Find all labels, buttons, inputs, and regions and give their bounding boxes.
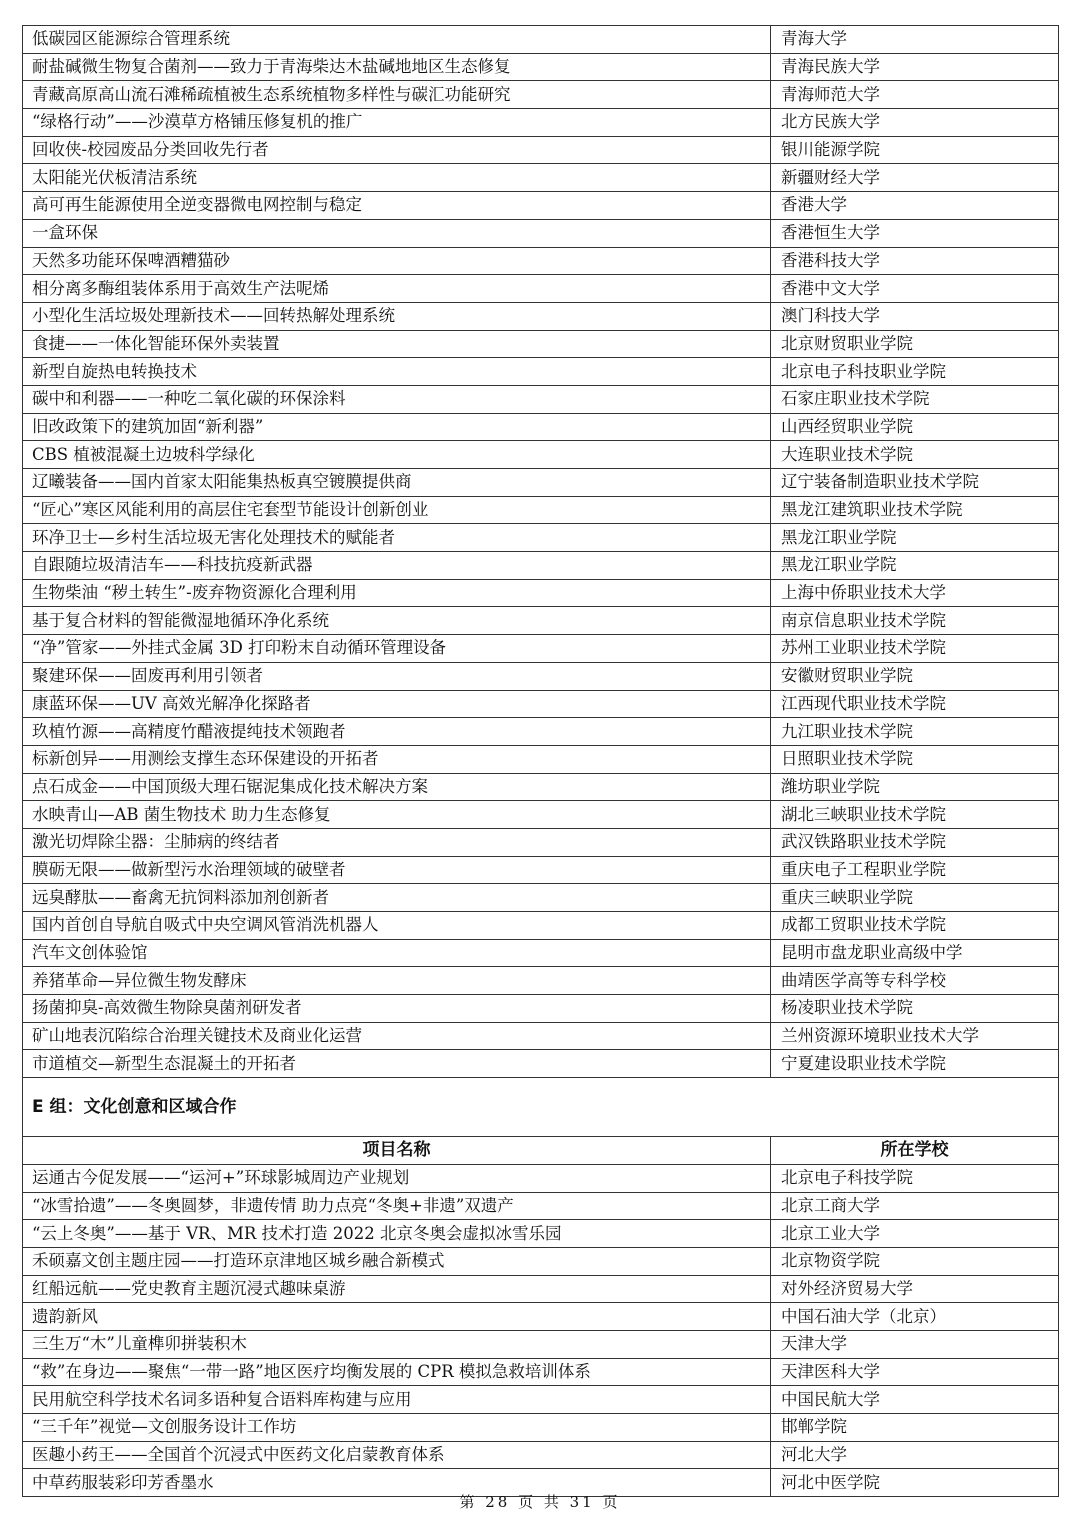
table-row — [23, 469, 1059, 497]
project-name-cell: 矿山地表沉陷综合治理关键技术及商业化运营 — [23, 1022, 771, 1050]
school-cell: 山西经贸职业学院 — [771, 413, 1059, 441]
school-cell: 香港中文大学 — [771, 275, 1059, 303]
school-cell: 香港科技大学 — [771, 247, 1059, 275]
project-name-cell: 基于复合材料的智能微湿地循环净化系统 — [23, 607, 771, 635]
school-cell: 潍坊职业学院 — [771, 773, 1059, 801]
table-row — [23, 995, 1059, 1023]
project-name-cell: 市道植交—新型生态混凝土的开拓者 — [23, 1050, 771, 1078]
table-row — [23, 247, 1059, 275]
school-cell: 曲靖医学高等专科学校 — [771, 967, 1059, 995]
school-cell: 黑龙江建筑职业技术学院 — [771, 496, 1059, 524]
school-cell: 天津医科大学 — [771, 1358, 1059, 1386]
school-cell: 邯郸学院 — [771, 1414, 1059, 1442]
school-cell: 上海中侨职业技术大学 — [771, 579, 1059, 607]
project-table-body-e — [23, 1164, 1059, 1496]
table-row — [23, 385, 1059, 413]
group-e-title: E 组：文化创意和区域合作 — [23, 1078, 1059, 1137]
table-row — [23, 1022, 1059, 1050]
project-name-cell: “冰雪拾遗”——冬奥圆梦，非遗传情 助力点亮“冬奥+非遗”双遗产 — [23, 1192, 771, 1220]
project-name-cell: 辽曦装备——国内首家太阳能集热板真空镀膜提供商 — [23, 469, 771, 497]
project-name-cell: 医趣小药王——全国首个沉浸式中医药文化启蒙教育体系 — [23, 1441, 771, 1469]
table-row — [23, 1192, 1059, 1220]
school-cell: 澳门科技大学 — [771, 302, 1059, 330]
table-row — [23, 358, 1059, 386]
table-row — [23, 219, 1059, 247]
school-cell: 江西现代职业技术学院 — [771, 690, 1059, 718]
project-name-cell: 激光切焊除尘器：尘肺病的终结者 — [23, 828, 771, 856]
project-name-cell: 三生万“木”儿童榫卯拼装积木 — [23, 1330, 771, 1358]
school-cell: 日照职业技术学院 — [771, 745, 1059, 773]
project-name-cell: 小型化生活垃圾处理新技术——回转热解处理系统 — [23, 302, 771, 330]
table-row — [23, 1220, 1059, 1248]
school-cell: 武汉铁路职业技术学院 — [771, 828, 1059, 856]
table-row — [23, 828, 1059, 856]
project-name-cell: 远臭酵肽——畜禽无抗饲料添加剂创新者 — [23, 884, 771, 912]
table-row — [23, 690, 1059, 718]
project-name-cell: 环净卫士—乡村生活垃圾无害化处理技术的赋能者 — [23, 524, 771, 552]
page-footer: 第 28 页 共 31 页 — [459, 1493, 621, 1511]
project-name-cell: 天然多功能环保啤酒糟猫砂 — [23, 247, 771, 275]
school-cell: 青海师范大学 — [771, 81, 1059, 109]
table-row — [23, 635, 1059, 663]
school-cell: 青海民族大学 — [771, 53, 1059, 81]
school-cell: 北京电子科技学院 — [771, 1164, 1059, 1192]
group-title-row — [23, 1078, 1059, 1137]
table-header-row — [23, 1137, 1059, 1165]
table-row — [23, 192, 1059, 220]
project-name-cell: 自跟随垃圾清洁车——科技抗疫新武器 — [23, 552, 771, 580]
table-row — [23, 856, 1059, 884]
project-name-cell: “净”管家——外挂式金属 3D 打印粉末自动循环管理设备 — [23, 635, 771, 663]
project-name-cell: 生物柴油 “秽土转生”-废弃物资源化合理利用 — [23, 579, 771, 607]
school-cell: 香港恒生大学 — [771, 219, 1059, 247]
school-cell: 重庆电子工程职业学院 — [771, 856, 1059, 884]
table-row — [23, 884, 1059, 912]
table-row — [23, 1050, 1059, 1078]
table-row — [23, 1386, 1059, 1414]
school-cell: 香港大学 — [771, 192, 1059, 220]
project-name-cell: 低碳园区能源综合管理系统 — [23, 26, 771, 54]
table-row — [23, 1414, 1059, 1442]
project-name-cell: 旧改政策下的建筑加固“新利器” — [23, 413, 771, 441]
project-name-cell: “云上冬奥”——基于 VR、MR 技术打造 2022 北京冬奥会虚拟冰雪乐园 — [23, 1220, 771, 1248]
table-row — [23, 745, 1059, 773]
school-cell: 昆明市盘龙职业高级中学 — [771, 939, 1059, 967]
school-cell: 北京工业大学 — [771, 1220, 1059, 1248]
school-cell: 黑龙江职业学院 — [771, 552, 1059, 580]
project-name-cell: 禾硕嘉文创主题庄园——打造环京津地区城乡融合新模式 — [23, 1247, 771, 1275]
table-row — [23, 136, 1059, 164]
project-name-cell: 太阳能光伏板清洁系统 — [23, 164, 771, 192]
table-row — [23, 496, 1059, 524]
school-cell: 兰州资源环境职业技术大学 — [771, 1022, 1059, 1050]
school-cell: 北京电子科技职业学院 — [771, 358, 1059, 386]
table-row — [23, 524, 1059, 552]
school-cell: 宁夏建设职业技术学院 — [771, 1050, 1059, 1078]
table-row — [23, 773, 1059, 801]
project-name-cell: 水映青山—AB 菌生物技术 助力生态修复 — [23, 801, 771, 829]
school-cell: 对外经济贸易大学 — [771, 1275, 1059, 1303]
school-cell: 北方民族大学 — [771, 109, 1059, 137]
project-name-cell: 红船远航——党史教育主题沉浸式趣味桌游 — [23, 1275, 771, 1303]
table-row — [23, 1358, 1059, 1386]
table-row — [23, 26, 1059, 54]
table-row — [23, 81, 1059, 109]
school-cell: 青海大学 — [771, 26, 1059, 54]
project-name-cell: “匠心”寒区风能利用的高层住宅套型节能设计创新创业 — [23, 496, 771, 524]
project-table-body-d — [23, 26, 1059, 1078]
school-cell: 中国民航大学 — [771, 1386, 1059, 1414]
table-row — [23, 302, 1059, 330]
table-row — [23, 718, 1059, 746]
table-row — [23, 109, 1059, 137]
project-name-cell: 青藏高原高山流石滩稀疏植被生态系统植物多样性与碳汇功能研究 — [23, 81, 771, 109]
project-name-cell: 点石成金——中国顶级大理石锯泥集成化技术解决方案 — [23, 773, 771, 801]
project-name-cell: 一盒环保 — [23, 219, 771, 247]
table-row — [23, 552, 1059, 580]
project-name-cell: 养猪革命—异位微生物发酵床 — [23, 967, 771, 995]
school-cell: 安徽财贸职业学院 — [771, 662, 1059, 690]
school-cell: 杨凌职业技术学院 — [771, 995, 1059, 1023]
school-cell: 中国石油大学（北京） — [771, 1303, 1059, 1331]
project-name-cell: 回收侠-校园废品分类回收先行者 — [23, 136, 771, 164]
project-name-cell: 聚建环保——固废再利用引领者 — [23, 662, 771, 690]
project-name-cell: “救”在身边——聚焦“一带一路”地区医疗均衡发展的 CPR 模拟急救培训体系 — [23, 1358, 771, 1386]
school-cell: 黑龙江职业学院 — [771, 524, 1059, 552]
project-name-cell: 中草药服装彩印芳香墨水 — [23, 1469, 771, 1497]
school-cell: 大连职业技术学院 — [771, 441, 1059, 469]
school-cell: 北京物资学院 — [771, 1247, 1059, 1275]
school-cell: 银川能源学院 — [771, 136, 1059, 164]
table-row — [23, 967, 1059, 995]
project-name-cell: 新型自旋热电转换技术 — [23, 358, 771, 386]
project-name-cell: 食捷——一体化智能环保外卖装置 — [23, 330, 771, 358]
school-cell: 辽宁装备制造职业技术学院 — [771, 469, 1059, 497]
project-table — [22, 25, 1059, 1497]
table-row — [23, 53, 1059, 81]
project-name-cell: CBS 植被混凝土边坡科学绿化 — [23, 441, 771, 469]
project-name-cell: 膜砺无限——做新型污水治理领域的破壁者 — [23, 856, 771, 884]
table-row — [23, 441, 1059, 469]
project-name-cell: 相分离多酶组装体系用于高效生产法呢烯 — [23, 275, 771, 303]
project-name-cell: 扬菌抑臭-高效微生物除臭菌剂研发者 — [23, 995, 771, 1023]
table-row — [23, 1247, 1059, 1275]
table-row — [23, 939, 1059, 967]
school-cell: 河北中医学院 — [771, 1469, 1059, 1497]
school-cell: 天津大学 — [771, 1330, 1059, 1358]
school-cell: 石家庄职业技术学院 — [771, 385, 1059, 413]
table-row — [23, 413, 1059, 441]
table-row — [23, 330, 1059, 358]
project-name-cell: “绿格行动”——沙漠草方格铺压修复机的推广 — [23, 109, 771, 137]
project-name-cell: 遗韵新风 — [23, 1303, 771, 1331]
table-row — [23, 662, 1059, 690]
table-row — [23, 579, 1059, 607]
school-cell: 苏州工业职业技术学院 — [771, 635, 1059, 663]
table-row — [23, 1303, 1059, 1331]
table-row — [23, 801, 1059, 829]
project-name-cell: 高可再生能源使用全逆变器微电网控制与稳定 — [23, 192, 771, 220]
project-name-cell: 运通古今促发展——“运河+”环球影城周边产业规划 — [23, 1164, 771, 1192]
table-row — [23, 607, 1059, 635]
project-name-cell: 标新创异——用测绘支撑生态环保建设的开拓者 — [23, 745, 771, 773]
table-row — [23, 1164, 1059, 1192]
school-cell: 成都工贸职业技术学院 — [771, 912, 1059, 940]
table-row — [23, 1330, 1059, 1358]
project-name-cell: 国内首创自导航自吸式中央空调风管消洗机器人 — [23, 912, 771, 940]
document-page — [22, 25, 1058, 1497]
project-name-cell: 玖植竹源——高精度竹醋液提纯技术领跑者 — [23, 718, 771, 746]
school-cell: 河北大学 — [771, 1441, 1059, 1469]
school-cell: 北京工商大学 — [771, 1192, 1059, 1220]
project-name-cell: 碳中和利器——一种吃二氧化碳的环保涂料 — [23, 385, 771, 413]
table-row — [23, 164, 1059, 192]
project-name-cell: 康蓝环保——UV 高效光解净化探路者 — [23, 690, 771, 718]
header-school: 所在学校 — [771, 1137, 1059, 1165]
table-row — [23, 275, 1059, 303]
table-row — [23, 912, 1059, 940]
school-cell: 北京财贸职业学院 — [771, 330, 1059, 358]
table-row — [23, 1275, 1059, 1303]
school-cell: 新疆财经大学 — [771, 164, 1059, 192]
school-cell: 湖北三峡职业技术学院 — [771, 801, 1059, 829]
project-name-cell: 汽车文创体验馆 — [23, 939, 771, 967]
project-name-cell: 耐盐碱微生物复合菌剂——致力于青海柴达木盐碱地地区生态修复 — [23, 53, 771, 81]
school-cell: 南京信息职业技术学院 — [771, 607, 1059, 635]
table-row — [23, 1441, 1059, 1469]
school-cell: 重庆三峡职业学院 — [771, 884, 1059, 912]
project-name-cell: “三千年”视觉—文创服务设计工作坊 — [23, 1414, 771, 1442]
header-project-name: 项目名称 — [23, 1137, 771, 1165]
project-name-cell: 民用航空科学技术名词多语种复合语料库构建与应用 — [23, 1386, 771, 1414]
school-cell: 九江职业技术学院 — [771, 718, 1059, 746]
